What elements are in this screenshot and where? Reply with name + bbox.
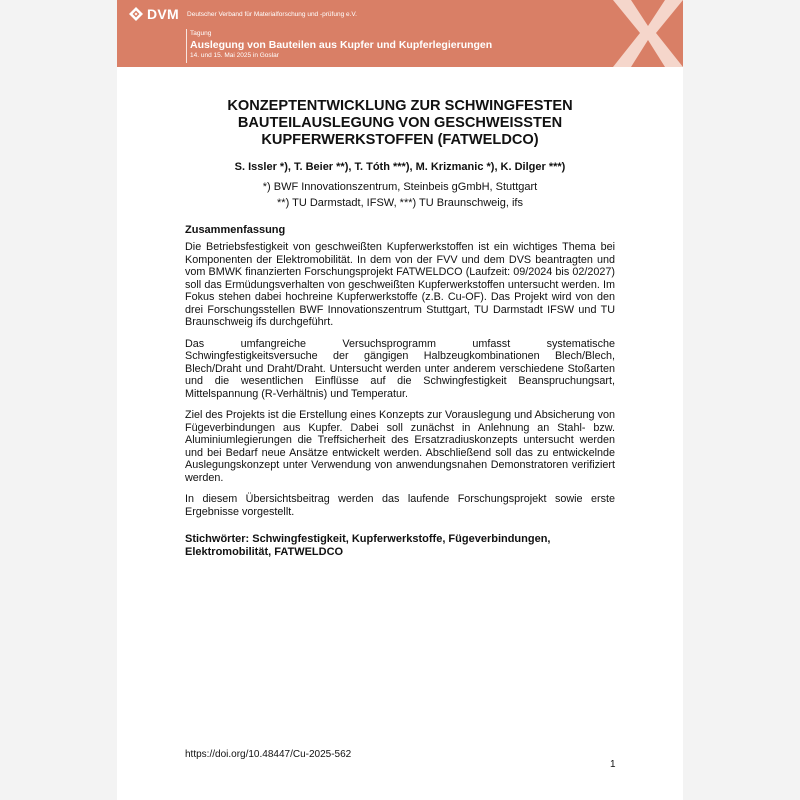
title-line: KUPFERWERKSTOFFEN (FATWELDCO) — [261, 132, 539, 148]
logo-text: DVM — [147, 6, 180, 22]
event-kind: Tagung — [190, 30, 212, 37]
title-line: KONZEPTENTWICKLUNG ZUR SCHWINGFESTEN — [227, 98, 573, 114]
event-title: Auslegung von Bauteilen aus Kupfer und Kupferlegierungen — [190, 39, 493, 51]
abstract-body — [185, 241, 615, 527]
keywords: Stichwörter: Schwingfestigkeit, Kupferwerkstoffe, Fügeverbindungen, Elektromobilität, FATWELDCO — [185, 533, 551, 558]
event-date: 14. und 15. Mai 2025 in Goslar — [190, 52, 279, 59]
affiliation: *) BWF Innovationszentrum, Steinbeis gGmbH, Stuttgart — [262, 181, 538, 193]
abstract-paragraph: Die Betriebsfestigkeit von geschweißten Kupferwerkstoffen ist ein wichtiges Thema bei Komponenten der Elektromobilität. In dem von der FVV und dem DVS beantragten und vom BMWK finanzierten Forschungsprojekt FATWELDCO (Laufzeit: 09/2024 bis 02/2027) soll das Ermüdungsverhalten von geschweißten Kupferwerkstoffen untersucht werden. Im Fokus stehen dabei hochreine Kupferwerkstoffe (z.B. Cu-OF). Das Projekt wird von den drei Forschungsstellen BWF Innovationszentrum Stuttgart, TU Darmstadt IFSW und TU Braunschweig ifs durchgeführt. — [185, 241, 615, 328]
paper-title — [137, 98, 663, 149]
paper-page — [117, 0, 683, 800]
banner-divider — [186, 29, 187, 63]
abstract-paragraph: Ziel des Projekts ist die Erstellung eines Konzepts zur Vorauslegung und Absicherung von Fügeverbindungen aus Kupfer. Dabei soll zunächst in Anlehnung an Stahl- bzw. Aluminiumlegierungen die Treffsicherheit des Ersatzradiuskonzepts untersucht werden und bei Bedarf neue Ansätze entwickelt werden. Abschließend soll das zu entwickelnde Auslegungskonzept unter Verwendung von anwendungsnahen Demonstratoren verifiziert werden. — [185, 409, 615, 484]
event-info — [190, 30, 492, 60]
title-line: BAUTEILAUSLEGUNG VON GESCHWEISSTEN — [237, 115, 563, 131]
organization-name: Deutscher Verband für Materialforschung und -prüfung e.V. — [187, 10, 357, 18]
dvm-logo — [129, 5, 357, 23]
page-number: 1 — [610, 759, 616, 770]
conference-banner — [117, 0, 683, 67]
abstract-paragraph: In diesem Übersichtsbeitrag werden das laufende Forschungsprojekt sowie erste Ergebnisse vorgestellt. — [185, 493, 615, 518]
abstract-heading: Zusammenfassung — [185, 224, 286, 236]
dvm-diamond-icon — [129, 7, 143, 21]
abstract-paragraph: Das umfangreiche Versuchsprogramm umfasst systematische Schwingfestigkeitsversuche der gängigen Halbzeugkombinationen Blech/Blech, Blech/Draht und Draht/Draht. Untersucht werden unter anderem verschiedene Stoßarten und die wesentlichen Einflüsse auf die Schwingfestigkeit Beanspruchungsart, Mittelspannung (R-Verhältnis) und Temperatur. — [185, 337, 615, 400]
decorative-cross-icon — [613, 0, 683, 67]
authors: S. Issler *), T. Beier **), T. Tóth ***), M. Krizmanic *), K. Dilger ***) — [234, 161, 566, 173]
doi-link[interactable]: https://doi.org/10.48447/Cu-2025-562 — [185, 749, 352, 760]
affiliation: **) TU Darmstadt, IFSW, ***) TU Braunschweig, ifs — [277, 197, 523, 209]
